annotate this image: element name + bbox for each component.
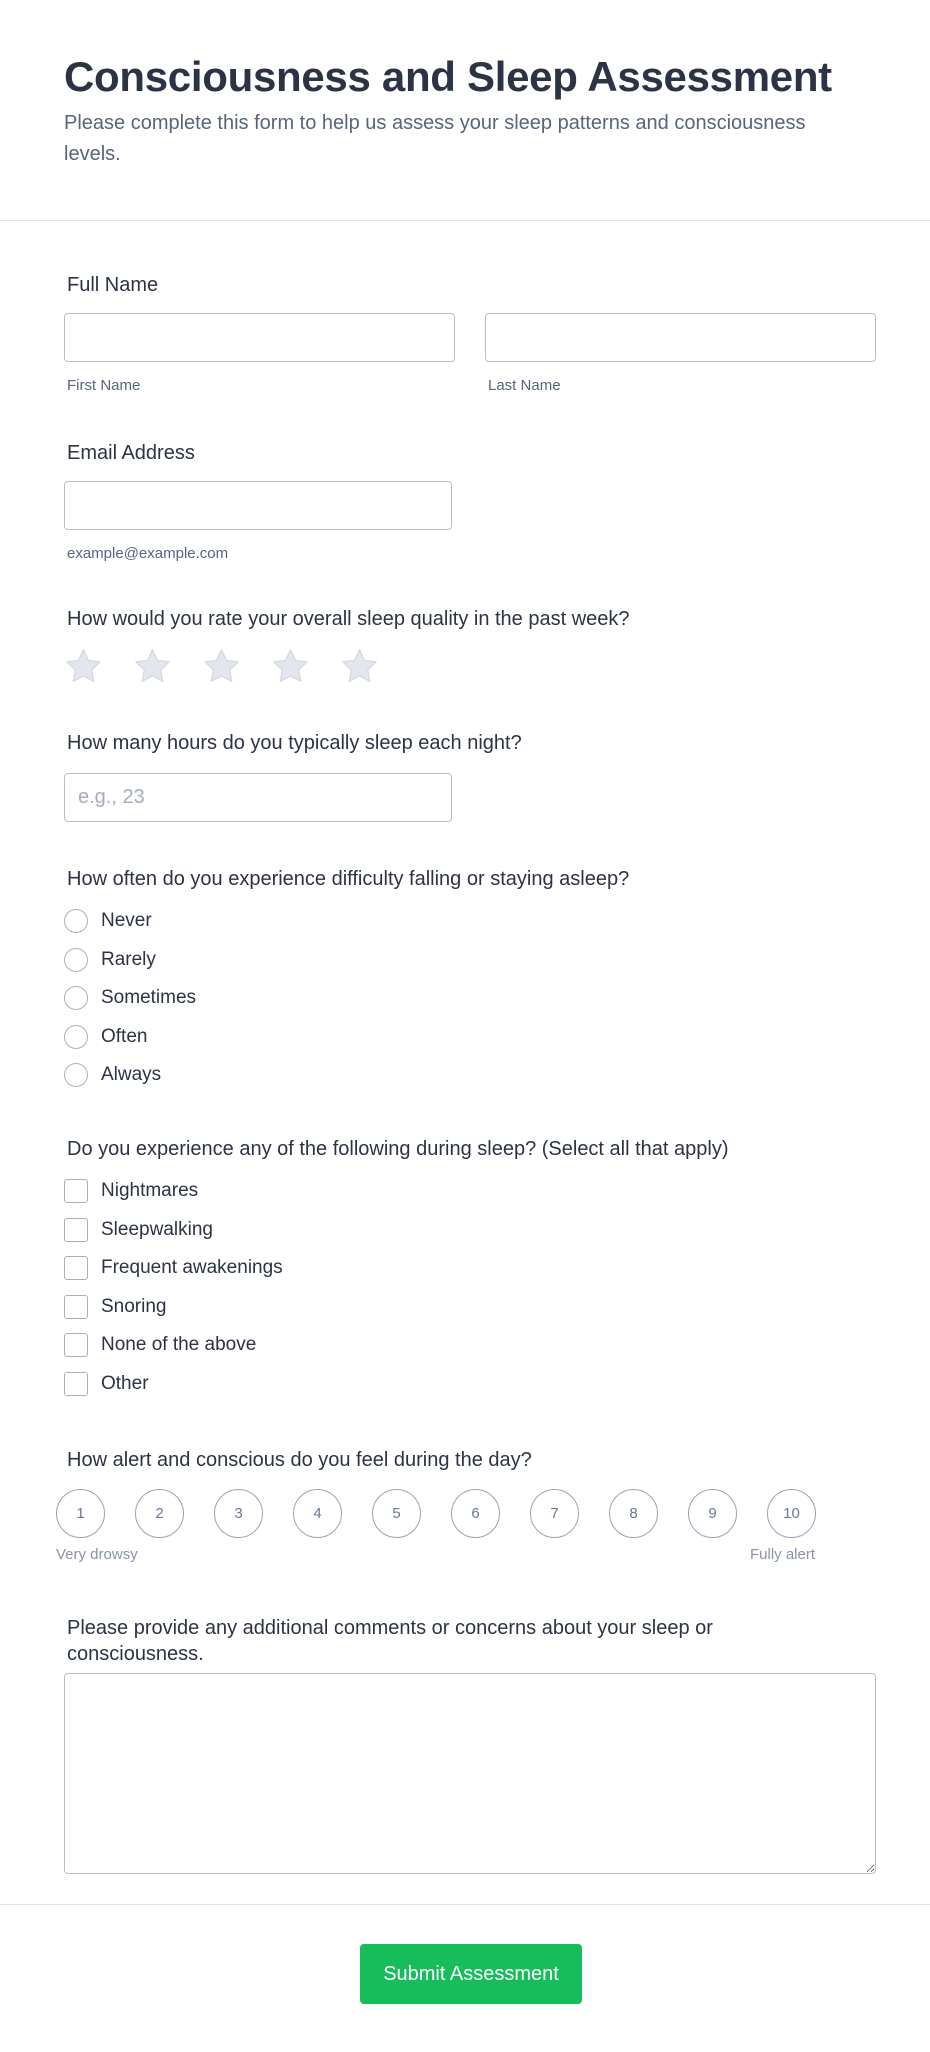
star-icon[interactable] [202, 647, 241, 686]
radio-option[interactable] [64, 1023, 147, 1051]
checkbox-label: Nightmares [101, 1180, 199, 1201]
star-icon[interactable] [64, 647, 103, 686]
radio-option[interactable] [64, 1061, 161, 1089]
star-icon[interactable] [271, 647, 310, 686]
scale-option-5[interactable]: 5 [372, 1489, 421, 1538]
radio-option[interactable] [64, 984, 196, 1012]
last-name-input[interactable] [485, 313, 876, 362]
scale-option-6[interactable]: 6 [451, 1489, 500, 1538]
checkbox-label: Frequent awakenings [101, 1257, 283, 1278]
radio-label: Rarely [101, 948, 156, 970]
radio-button[interactable] [64, 986, 88, 1010]
radio-label: Often [101, 1025, 148, 1047]
last-name-sublabel: Last Name [488, 377, 561, 394]
scale-option-10[interactable]: 10 [767, 1489, 816, 1538]
radio-label: Sometimes [101, 987, 197, 1008]
form-header [0, 0, 930, 221]
checkbox[interactable] [64, 1179, 88, 1203]
sleep-hours-input[interactable] [64, 773, 452, 822]
checkbox-option[interactable] [64, 1216, 213, 1244]
scale-option-2[interactable]: 2 [135, 1489, 184, 1538]
checkbox-option[interactable] [64, 1293, 167, 1321]
checkbox-label: Snoring [101, 1295, 167, 1317]
alertness-label: How alert and conscious do you feel during the day? [67, 1449, 532, 1471]
checkbox-option[interactable] [64, 1254, 283, 1282]
checkbox-label: Sleepwalking [101, 1218, 213, 1240]
comments-textarea[interactable] [64, 1673, 876, 1874]
checkbox-label: Other [101, 1372, 149, 1394]
checkbox[interactable] [64, 1295, 88, 1319]
email-sublabel: example@example.com [67, 545, 229, 562]
checkbox[interactable] [64, 1333, 88, 1357]
radio-label: Never [101, 910, 152, 931]
radio-option[interactable] [64, 907, 152, 935]
email-label: Email Address [67, 442, 195, 464]
radio-button[interactable] [64, 909, 88, 933]
sleep-hours-label: How many hours do you typically sleep each night? [67, 732, 522, 754]
comments-label: Please provide any additional comments or concerns about your sleep or consciousness. [67, 1617, 713, 1665]
checkbox-option[interactable] [64, 1177, 198, 1205]
page-subtitle: Please complete this form to help us assess your sleep patterns and consciousness levels. [64, 112, 806, 165]
radio-button[interactable] [64, 1025, 88, 1049]
difficulty-label: How often do you experience difficulty falling or staying asleep? [67, 868, 630, 890]
checkbox-option[interactable] [64, 1370, 149, 1398]
full-name-label: Full Name [67, 274, 159, 296]
star-icon[interactable] [340, 647, 379, 686]
alertness-scale [56, 1489, 816, 1538]
form-footer [0, 1904, 930, 2052]
scale-option-1[interactable]: 1 [56, 1489, 105, 1538]
checkbox[interactable] [64, 1218, 88, 1242]
first-name-sublabel: First Name [67, 377, 141, 394]
radio-button[interactable] [64, 948, 88, 972]
submit-button[interactable]: Submit Assessment [360, 1944, 582, 2004]
checkbox[interactable] [64, 1256, 88, 1280]
page-title: Consciousness and Sleep Assessment [64, 53, 832, 100]
checkbox-option[interactable] [64, 1331, 256, 1359]
scale-option-4[interactable]: 4 [293, 1489, 342, 1538]
scale-option-7[interactable]: 7 [530, 1489, 579, 1538]
checkbox-label: None of the above [101, 1334, 257, 1355]
checkbox[interactable] [64, 1372, 88, 1396]
radio-label: Always [101, 1064, 162, 1085]
star-rating [64, 647, 379, 686]
first-name-input[interactable] [64, 313, 455, 362]
email-input[interactable] [64, 481, 452, 530]
scale-max-caption: Fully alert [750, 1546, 816, 1563]
radio-button[interactable] [64, 1063, 88, 1087]
scale-min-caption: Very drowsy [56, 1546, 138, 1563]
scale-option-8[interactable]: 8 [609, 1489, 658, 1538]
experiences-label: Do you experience any of the following during sleep? (Select all that apply) [67, 1138, 729, 1160]
scale-option-9[interactable]: 9 [688, 1489, 737, 1538]
scale-option-3[interactable]: 3 [214, 1489, 263, 1538]
star-icon[interactable] [133, 647, 172, 686]
radio-option[interactable] [64, 946, 156, 974]
sleep-quality-label: How would you rate your overall sleep quality in the past week? [67, 608, 630, 630]
assessment-form [0, 221, 930, 1985]
